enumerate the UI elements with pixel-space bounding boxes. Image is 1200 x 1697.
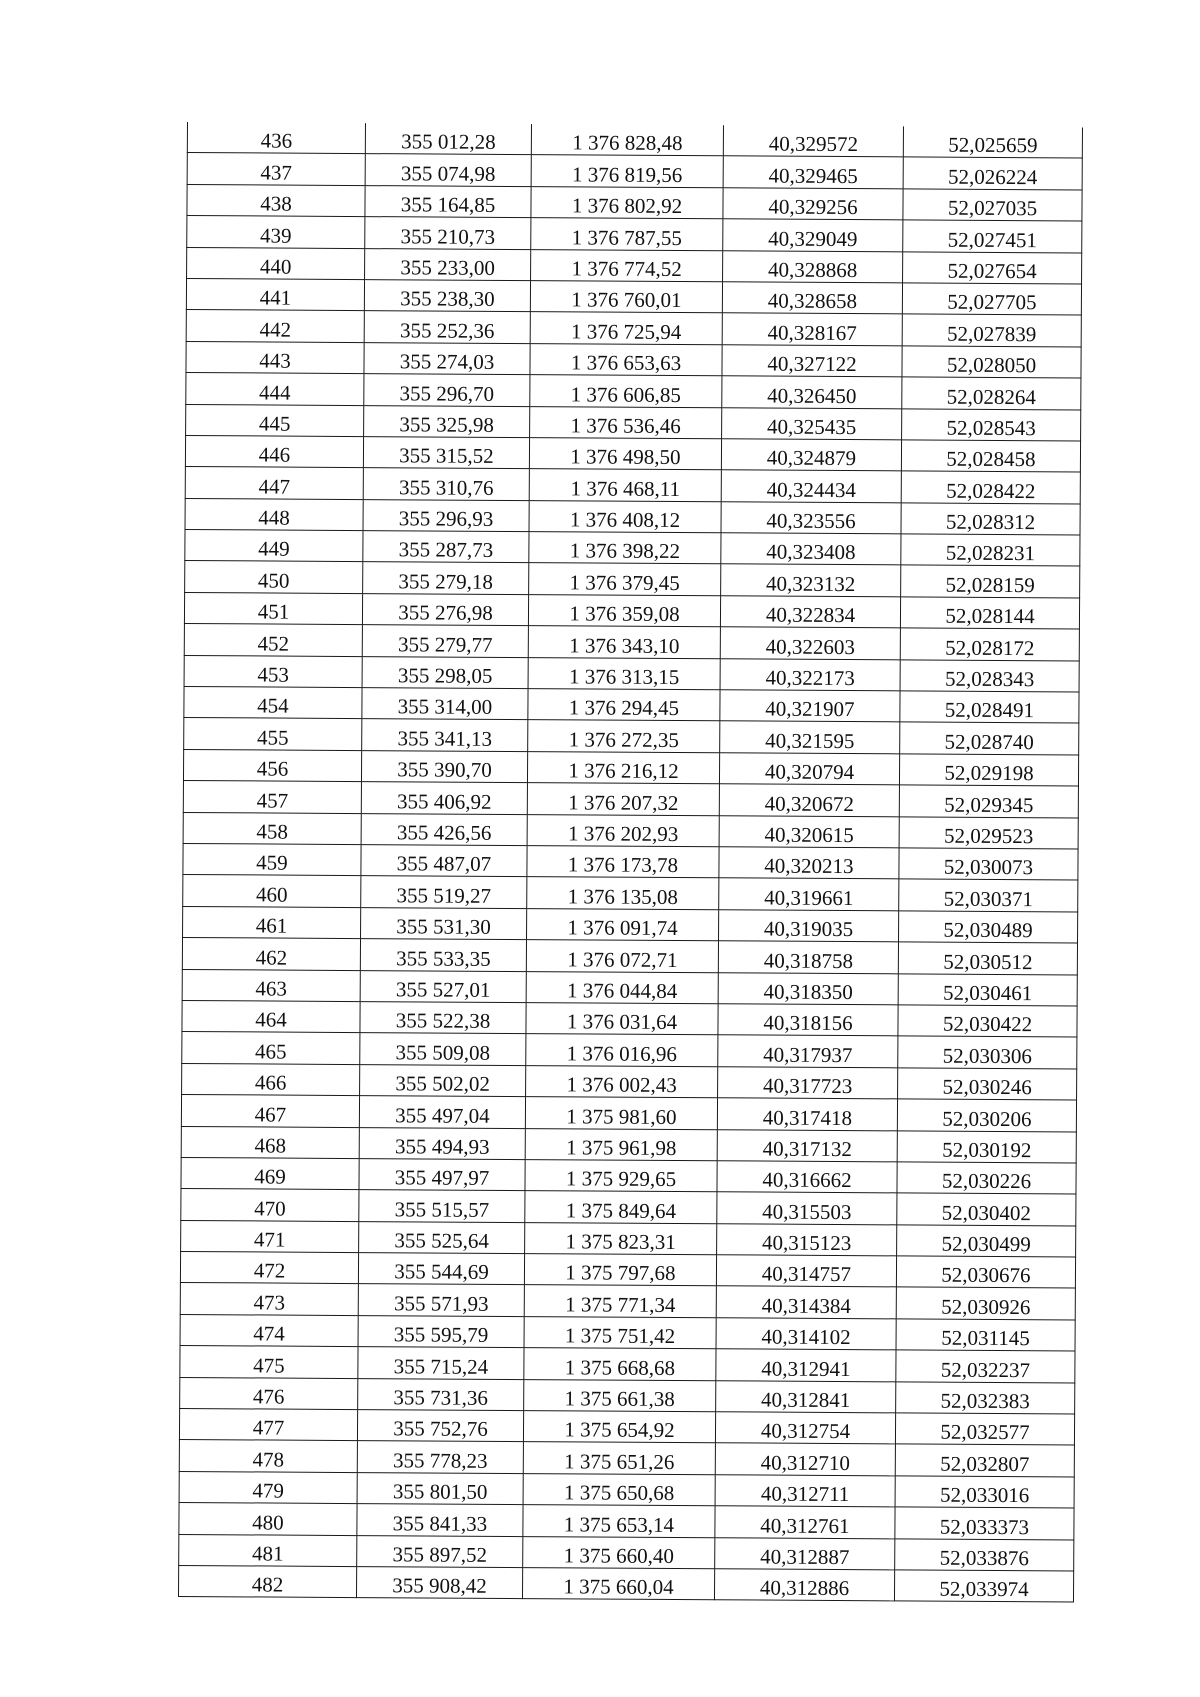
latitude-cell: 40,312710 [715,1443,895,1475]
point-number-cell: 455 [184,718,362,750]
latitude-cell: 40,317132 [717,1129,897,1161]
latitude-cell: 40,321595 [720,721,900,753]
latitude-cell: 40,318350 [718,972,898,1004]
latitude-cell: 40,325435 [722,407,902,439]
longitude-cell: 52,028422 [901,471,1080,503]
x-coordinate-cell: 355 522,38 [360,1002,526,1034]
y-coordinate-cell: 1 376 536,46 [530,406,722,439]
x-coordinate-cell: 355 314,00 [362,688,528,720]
y-coordinate-cell: 1 375 823,31 [525,1222,717,1255]
longitude-cell: 52,032807 [895,1444,1074,1476]
y-coordinate-cell: 1 376 044,84 [526,971,718,1004]
point-number-cell: 454 [184,687,362,719]
point-number-cell: 461 [183,906,361,938]
longitude-cell: 52,025659 [903,126,1082,158]
point-number-cell: 469 [181,1157,359,1189]
point-number-cell: 444 [186,373,364,405]
y-coordinate-cell: 1 375 651,26 [523,1442,715,1475]
y-coordinate-cell: 1 376 207,32 [527,783,719,816]
longitude-cell: 52,027654 [903,251,1082,283]
point-number-cell: 442 [186,310,364,342]
point-number-cell: 453 [184,655,362,687]
x-coordinate-cell: 355 519,27 [361,876,527,908]
longitude-cell: 52,033876 [895,1538,1074,1570]
x-coordinate-cell: 355 341,13 [362,719,528,751]
y-coordinate-cell: 1 376 072,71 [526,940,718,973]
point-number-cell: 447 [185,467,363,499]
longitude-cell: 52,031145 [896,1319,1075,1351]
point-number-cell: 437 [187,153,365,185]
y-coordinate-cell: 1 375 751,42 [524,1316,716,1349]
longitude-cell: 52,028050 [902,346,1081,378]
x-coordinate-cell: 355 298,05 [362,656,528,688]
latitude-cell: 40,324434 [721,470,901,502]
latitude-cell: 40,326450 [722,376,902,408]
latitude-cell: 40,323408 [721,533,901,565]
latitude-cell: 40,327122 [722,345,902,377]
longitude-cell: 52,032237 [896,1350,1075,1382]
y-coordinate-cell: 1 376 272,35 [528,720,720,753]
point-number-cell: 466 [182,1063,360,1095]
x-coordinate-cell: 355 509,08 [360,1033,526,1065]
point-number-cell: 467 [181,1095,359,1127]
point-number-cell: 481 [179,1534,357,1566]
x-coordinate-cell: 355 502,02 [360,1064,526,1096]
latitude-cell: 40,320615 [719,815,899,847]
x-coordinate-cell: 355 527,01 [360,970,526,1002]
point-number-cell: 473 [180,1283,358,1315]
y-coordinate-cell: 1 375 661,38 [524,1379,716,1412]
y-coordinate-cell: 1 375 849,64 [525,1191,717,1224]
point-number-cell: 451 [184,592,362,624]
point-number-cell: 448 [185,498,363,530]
latitude-cell: 40,320213 [719,847,899,879]
longitude-cell: 52,027035 [903,189,1082,221]
point-number-cell: 438 [187,184,365,216]
y-coordinate-cell: 1 376 173,78 [527,846,719,879]
latitude-cell: 40,317723 [718,1066,898,1098]
x-coordinate-cell: 355 276,98 [362,593,528,625]
longitude-cell: 52,028159 [901,565,1080,597]
latitude-cell: 40,315503 [717,1192,897,1224]
x-coordinate-cell: 355 494,93 [359,1127,525,1159]
longitude-cell: 52,030226 [897,1162,1076,1194]
longitude-cell: 52,027839 [902,314,1081,346]
latitude-cell: 40,329465 [723,156,903,188]
latitude-cell: 40,321907 [720,690,900,722]
longitude-cell: 52,033016 [895,1476,1074,1508]
y-coordinate-cell: 1 376 379,45 [529,563,721,596]
longitude-cell: 52,029345 [899,785,1078,817]
x-coordinate-cell: 355 595,79 [358,1315,524,1347]
x-coordinate-cell: 355 497,97 [359,1158,525,1190]
point-number-cell: 462 [182,938,360,970]
table-row [178,1565,1073,1602]
y-coordinate-cell: 1 375 981,60 [525,1097,717,1130]
longitude-cell: 52,030489 [899,911,1078,943]
latitude-cell: 40,329572 [723,125,903,157]
point-number-cell: 452 [184,624,362,656]
y-coordinate-cell: 1 376 760,01 [530,281,722,314]
longitude-cell: 52,028172 [900,628,1079,660]
longitude-cell: 52,030371 [899,879,1078,911]
longitude-cell: 52,028312 [901,503,1080,535]
latitude-cell: 40,329256 [723,188,903,220]
latitude-cell: 40,320672 [719,784,899,816]
x-coordinate-cell: 355 390,70 [361,750,527,782]
point-number-cell: 476 [180,1377,358,1409]
point-number-cell: 456 [183,749,361,781]
x-coordinate-cell: 355 533,35 [360,939,526,971]
x-coordinate-cell: 355 274,03 [364,342,530,374]
x-coordinate-cell: 355 252,36 [364,311,530,343]
latitude-cell: 40,319035 [719,910,899,942]
y-coordinate-cell: 1 375 668,68 [524,1348,716,1381]
point-number-cell: 465 [182,1032,360,1064]
latitude-cell: 40,329049 [723,219,903,251]
y-coordinate-cell: 1 376 202,93 [527,814,719,847]
x-coordinate-cell: 355 715,24 [358,1347,524,1379]
y-coordinate-cell: 1 376 468,11 [529,469,721,502]
point-number-cell: 468 [181,1126,359,1158]
y-coordinate-cell: 1 376 135,08 [527,877,719,910]
latitude-cell: 40,315123 [717,1223,897,1255]
x-coordinate-cell: 355 164,85 [365,185,531,217]
point-number-cell: 458 [183,812,361,844]
point-number-cell: 464 [182,1000,360,1032]
point-number-cell: 457 [183,781,361,813]
longitude-cell: 52,030073 [899,848,1078,880]
x-coordinate-cell: 355 210,73 [365,217,531,249]
longitude-cell: 52,030512 [898,942,1077,974]
x-coordinate-cell: 355 325,98 [364,405,530,437]
x-coordinate-cell: 355 233,00 [365,248,531,280]
y-coordinate-cell: 1 376 828,48 [531,124,723,156]
coordinates-table [178,122,1083,1603]
point-number-cell: 449 [185,530,363,562]
latitude-cell: 40,324879 [721,439,901,471]
x-coordinate-cell: 355 310,76 [363,468,529,500]
y-coordinate-cell: 1 376 606,85 [530,375,722,408]
point-number-cell: 441 [186,278,364,310]
point-number-cell: 475 [180,1346,358,1378]
longitude-cell: 52,030926 [896,1287,1075,1319]
y-coordinate-cell: 1 376 398,22 [529,532,721,565]
x-coordinate-cell: 355 544,69 [358,1253,524,1285]
x-coordinate-cell: 355 801,50 [357,1472,523,1504]
point-number-cell: 445 [186,404,364,436]
y-coordinate-cell: 1 375 797,68 [524,1254,716,1287]
x-coordinate-cell: 355 531,30 [361,907,527,939]
longitude-cell: 52,030192 [897,1130,1076,1162]
latitude-cell: 40,314384 [716,1286,896,1318]
longitude-cell: 52,028144 [900,597,1079,629]
x-coordinate-cell: 355 515,57 [359,1190,525,1222]
latitude-cell: 40,320794 [719,753,899,785]
y-coordinate-cell: 1 376 653,63 [530,343,722,376]
longitude-cell: 52,028543 [902,408,1081,440]
point-number-cell: 443 [186,341,364,373]
latitude-cell: 40,316662 [717,1161,897,1193]
x-coordinate-cell: 355 571,93 [358,1284,524,1316]
latitude-cell: 40,314102 [716,1318,896,1350]
y-coordinate-cell: 1 375 660,04 [522,1568,714,1601]
point-number-cell: 480 [179,1503,357,1535]
y-coordinate-cell: 1 376 091,74 [527,908,719,941]
x-coordinate-cell: 355 279,77 [362,625,528,657]
point-number-cell: 482 [178,1565,356,1597]
latitude-cell: 40,328167 [722,313,902,345]
x-coordinate-cell: 355 296,70 [364,374,530,406]
point-number-cell: 440 [187,247,365,279]
x-coordinate-cell: 355 287,73 [363,531,529,563]
longitude-cell: 52,026224 [903,157,1082,189]
y-coordinate-cell: 1 376 359,08 [528,594,720,627]
latitude-cell: 40,312941 [716,1349,896,1381]
point-number-cell: 459 [183,843,361,875]
longitude-cell: 52,028231 [901,534,1080,566]
latitude-cell: 40,328658 [722,282,902,314]
latitude-cell: 40,319661 [719,878,899,910]
x-coordinate-cell: 355 731,36 [358,1378,524,1410]
y-coordinate-cell: 1 376 002,43 [526,1065,718,1098]
y-coordinate-cell: 1 376 802,92 [531,186,723,219]
x-coordinate-cell: 355 841,33 [357,1504,523,1536]
point-number-cell: 450 [185,561,363,593]
coordinates-table-body [178,122,1082,1602]
longitude-cell: 52,030306 [898,1036,1077,1068]
point-number-cell: 436 [187,122,365,154]
point-number-cell: 460 [183,875,361,907]
x-coordinate-cell: 355 296,93 [363,499,529,531]
point-number-cell: 439 [187,216,365,248]
latitude-cell: 40,314757 [716,1255,896,1287]
longitude-cell: 52,032577 [895,1413,1074,1445]
longitude-cell: 52,029198 [899,754,1078,786]
x-coordinate-cell: 355 315,52 [363,436,529,468]
y-coordinate-cell: 1 375 650,68 [523,1473,715,1506]
longitude-cell: 52,028740 [900,722,1079,754]
latitude-cell: 40,322603 [720,627,900,659]
y-coordinate-cell: 1 376 216,12 [527,751,719,784]
x-coordinate-cell: 355 279,18 [363,562,529,594]
latitude-cell: 40,312761 [715,1506,895,1538]
y-coordinate-cell: 1 375 771,34 [524,1285,716,1318]
latitude-cell: 40,312887 [715,1537,895,1569]
point-number-cell: 472 [180,1252,358,1284]
longitude-cell: 52,030461 [898,973,1077,1005]
longitude-cell: 52,030246 [898,1068,1077,1100]
y-coordinate-cell: 1 375 660,40 [523,1536,715,1569]
longitude-cell: 52,027705 [902,283,1081,315]
x-coordinate-cell: 355 426,56 [361,813,527,845]
longitude-cell: 52,028264 [902,377,1081,409]
longitude-cell: 52,029523 [899,816,1078,848]
y-coordinate-cell: 1 376 787,55 [531,218,723,251]
longitude-cell: 52,030499 [897,1225,1076,1257]
longitude-cell: 52,033974 [894,1570,1073,1602]
x-coordinate-cell: 355 525,64 [359,1221,525,1253]
x-coordinate-cell: 355 908,42 [356,1567,522,1599]
longitude-cell: 52,028491 [900,691,1079,723]
point-number-cell: 474 [180,1314,358,1346]
latitude-cell: 40,312841 [716,1380,896,1412]
longitude-cell: 52,028458 [901,440,1080,472]
y-coordinate-cell: 1 376 408,12 [529,500,721,533]
y-coordinate-cell: 1 375 929,65 [525,1159,717,1192]
latitude-cell: 40,312886 [714,1569,894,1601]
longitude-cell: 52,028343 [900,660,1079,692]
x-coordinate-cell: 355 778,23 [357,1441,523,1473]
latitude-cell: 40,322173 [720,658,900,690]
longitude-cell: 52,033373 [895,1507,1074,1539]
y-coordinate-cell: 1 375 961,98 [525,1128,717,1161]
point-number-cell: 463 [182,969,360,1001]
point-number-cell: 478 [179,1440,357,1472]
point-number-cell: 470 [181,1189,359,1221]
y-coordinate-cell: 1 376 294,45 [528,689,720,722]
latitude-cell: 40,318758 [718,941,898,973]
longitude-cell: 52,030422 [898,1005,1077,1037]
y-coordinate-cell: 1 376 313,15 [528,657,720,690]
point-number-cell: 471 [181,1220,359,1252]
longitude-cell: 52,032383 [896,1381,1075,1413]
latitude-cell: 40,323132 [721,564,901,596]
latitude-cell: 40,322834 [720,596,900,628]
x-coordinate-cell: 355 406,92 [361,782,527,814]
point-number-cell: 446 [185,435,363,467]
latitude-cell: 40,312711 [715,1475,895,1507]
latitude-cell: 40,317418 [717,1098,897,1130]
y-coordinate-cell: 1 376 343,10 [528,626,720,659]
longitude-cell: 52,030206 [897,1099,1076,1131]
point-number-cell: 479 [179,1471,357,1503]
y-coordinate-cell: 1 375 653,14 [523,1505,715,1538]
point-number-cell: 477 [179,1408,357,1440]
latitude-cell: 40,318156 [718,1004,898,1036]
y-coordinate-cell: 1 376 725,94 [530,312,722,345]
x-coordinate-cell: 355 074,98 [365,154,531,186]
x-coordinate-cell: 355 497,04 [359,1096,525,1128]
latitude-cell: 40,317937 [718,1035,898,1067]
y-coordinate-cell: 1 376 016,96 [526,1034,718,1067]
y-coordinate-cell: 1 376 498,50 [529,438,721,471]
y-coordinate-cell: 1 376 774,52 [531,249,723,282]
x-coordinate-cell: 355 238,30 [364,280,530,312]
longitude-cell: 52,030402 [897,1193,1076,1225]
y-coordinate-cell: 1 376 819,56 [531,155,723,188]
latitude-cell: 40,323556 [721,501,901,533]
x-coordinate-cell: 355 752,76 [357,1410,523,1442]
latitude-cell: 40,328868 [723,250,903,282]
x-coordinate-cell: 355 012,28 [365,123,531,155]
latitude-cell: 40,312754 [715,1412,895,1444]
longitude-cell: 52,030676 [896,1256,1075,1288]
x-coordinate-cell: 355 897,52 [357,1535,523,1567]
longitude-cell: 52,027451 [903,220,1082,252]
y-coordinate-cell: 1 376 031,64 [526,1003,718,1036]
x-coordinate-cell: 355 487,07 [361,845,527,877]
y-coordinate-cell: 1 375 654,92 [523,1411,715,1444]
